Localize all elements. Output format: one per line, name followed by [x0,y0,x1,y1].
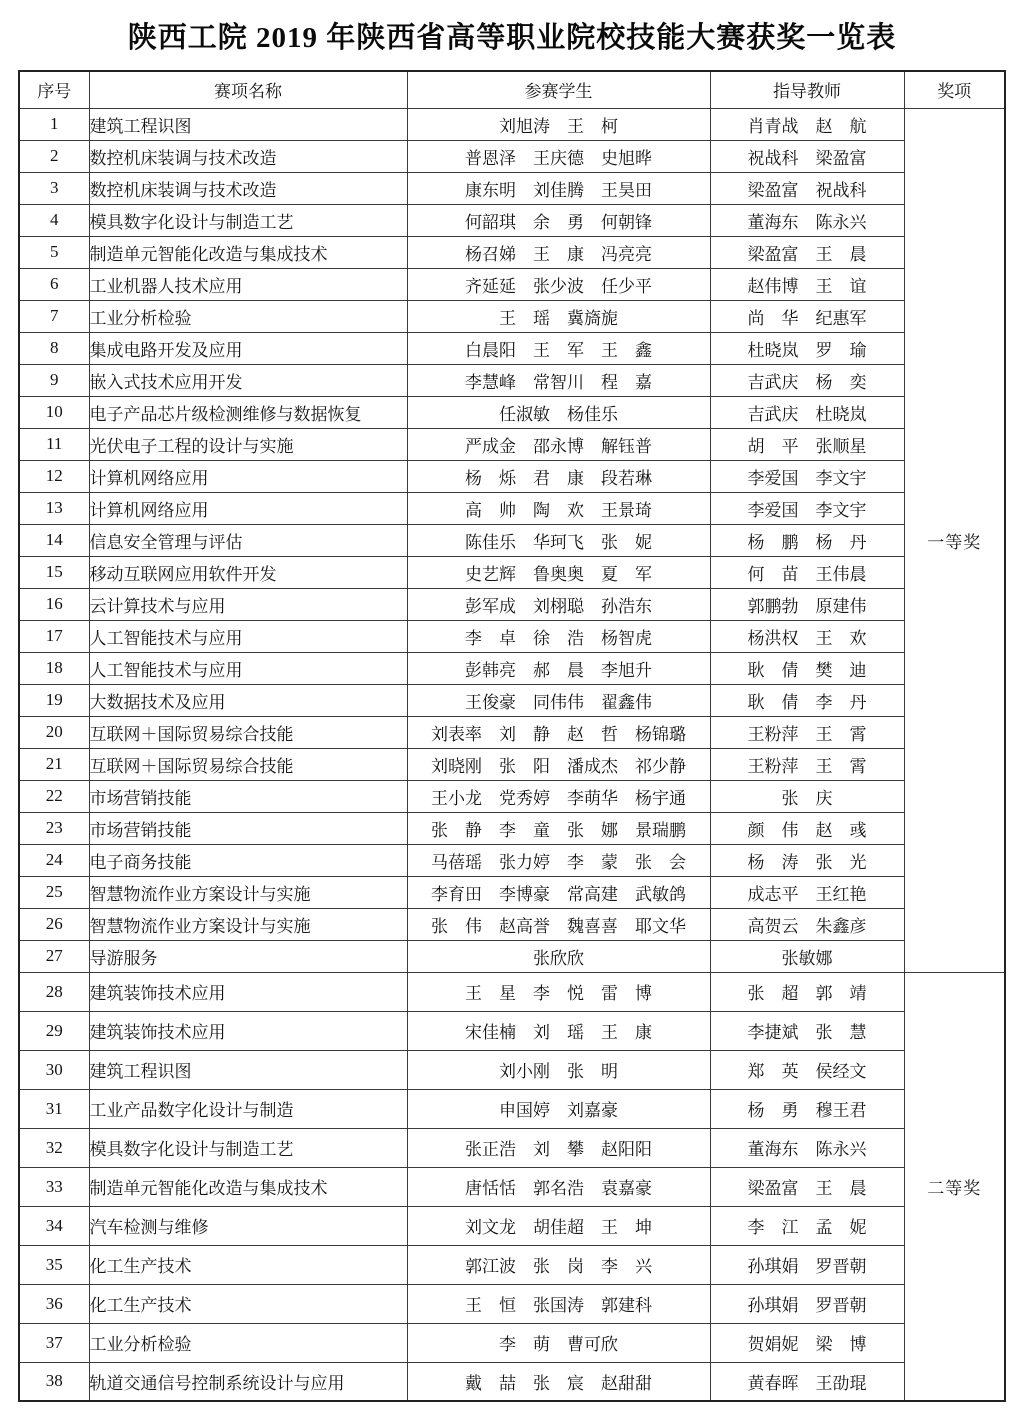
event-name-cell: 化工生产技术 [89,1245,407,1284]
students-cell: 张正浩 刘 攀 赵阳阳 [407,1128,710,1167]
row-number-cell: 32 [19,1128,89,1167]
row-number-cell: 36 [19,1284,89,1323]
table-row [19,1245,1005,1284]
row-number-cell: 8 [19,332,89,364]
students-cell: 申国婷 刘嘉豪 [407,1089,710,1128]
row-number-cell: 20 [19,716,89,748]
table-row [19,428,1005,460]
event-name-cell: 工业机器人技术应用 [89,268,407,300]
teachers-cell: 杨洪权 王 欢 [710,620,904,652]
event-name-cell: 计算机网络应用 [89,492,407,524]
students-cell: 刘旭涛 王 柯 [407,108,710,140]
students-cell: 张欣欣 [407,940,710,972]
row-number-cell: 6 [19,268,89,300]
event-name-cell: 制造单元智能化改造与集成技术 [89,1167,407,1206]
event-name-cell: 工业分析检验 [89,1323,407,1362]
header-row [19,71,1005,108]
students-cell: 王 瑶 冀旖旎 [407,300,710,332]
teachers-cell: 颜 伟 赵 彧 [710,812,904,844]
event-name-cell: 互联网＋国际贸易综合技能 [89,748,407,780]
teachers-cell: 尚 华 纪惠军 [710,300,904,332]
teachers-cell: 贺娟妮 梁 博 [710,1323,904,1362]
row-number-cell: 2 [19,140,89,172]
teachers-cell: 杨 涛 张 光 [710,844,904,876]
row-number-cell: 5 [19,236,89,268]
event-name-cell: 嵌入式技术应用开发 [89,364,407,396]
students-cell: 白晨阳 王 军 王 鑫 [407,332,710,364]
event-name-cell: 模具数字化设计与制造工艺 [89,204,407,236]
row-number-cell: 10 [19,396,89,428]
table-row [19,524,1005,556]
awards-table-body [19,108,1005,1401]
students-cell: 史艺辉 鲁奥奥 夏 军 [407,556,710,588]
row-number-cell: 1 [19,108,89,140]
students-cell: 王小龙 党秀婷 李萌华 杨宇通 [407,780,710,812]
row-number-cell: 16 [19,588,89,620]
teachers-cell: 杜晓岚 罗 瑜 [710,332,904,364]
event-name-cell: 汽车检测与维修 [89,1206,407,1245]
students-cell: 普恩泽 王庆德 史旭晔 [407,140,710,172]
teachers-cell: 成志平 王红艳 [710,876,904,908]
table-row [19,588,1005,620]
students-cell: 王 恒 张国涛 郭建科 [407,1284,710,1323]
row-number-cell: 18 [19,652,89,684]
event-name-cell: 信息安全管理与评估 [89,524,407,556]
teachers-cell: 孙琪娟 罗晋朝 [710,1245,904,1284]
event-name-cell: 电子产品芯片级检测维修与数据恢复 [89,396,407,428]
table-row [19,748,1005,780]
students-cell: 严成金 邵永博 解钰普 [407,428,710,460]
teachers-cell: 张 庆 [710,780,904,812]
teachers-cell: 王粉萍 王 霄 [710,748,904,780]
event-name-cell: 智慧物流作业方案设计与实施 [89,908,407,940]
event-name-cell: 大数据技术及应用 [89,684,407,716]
event-name-cell: 化工生产技术 [89,1284,407,1323]
event-name-cell: 导游服务 [89,940,407,972]
table-row [19,1050,1005,1089]
students-cell: 刘晓刚 张 阳 潘成杰 祁少静 [407,748,710,780]
table-row [19,140,1005,172]
row-number-cell: 25 [19,876,89,908]
students-cell: 康东明 刘佳腾 王昊田 [407,172,710,204]
row-number-cell: 19 [19,684,89,716]
students-cell: 马蓓瑶 张力婷 李 蒙 张 会 [407,844,710,876]
table-row [19,716,1005,748]
row-number-cell: 33 [19,1167,89,1206]
table-row [19,204,1005,236]
event-name-cell: 数控机床装调与技术改造 [89,172,407,204]
event-name-cell: 建筑装饰技术应用 [89,972,407,1011]
table-row [19,876,1005,908]
award-cell: 一等奖 [904,108,1005,972]
event-name-cell: 制造单元智能化改造与集成技术 [89,236,407,268]
event-name-cell: 工业产品数字化设计与制造 [89,1089,407,1128]
teachers-cell: 何 苗 王伟晨 [710,556,904,588]
row-number-cell: 30 [19,1050,89,1089]
row-number-cell: 31 [19,1089,89,1128]
teachers-cell: 李 江 孟 妮 [710,1206,904,1245]
event-name-cell: 集成电路开发及应用 [89,332,407,364]
teachers-cell: 孙琪娟 罗晋朝 [710,1284,904,1323]
students-cell: 彭军成 刘栩聪 孙浩东 [407,588,710,620]
table-row [19,1362,1005,1401]
teachers-cell: 李捷斌 张 慧 [710,1011,904,1050]
students-cell: 陈佳乐 华珂飞 张 妮 [407,524,710,556]
event-name-cell: 轨道交通信号控制系统设计与应用 [89,1362,407,1401]
event-name-cell: 计算机网络应用 [89,460,407,492]
students-cell: 刘小刚 张 明 [407,1050,710,1089]
event-name-cell: 市场营销技能 [89,812,407,844]
students-cell: 任淑敏 杨佳乐 [407,396,710,428]
teachers-cell: 杨 勇 穆王君 [710,1089,904,1128]
students-cell: 李慧峰 常智川 程 嘉 [407,364,710,396]
table-row [19,1206,1005,1245]
students-cell: 王俊豪 同伟伟 翟鑫伟 [407,684,710,716]
table-row [19,1089,1005,1128]
teachers-cell: 吉武庆 杜晓岚 [710,396,904,428]
event-name-cell: 建筑装饰技术应用 [89,1011,407,1050]
teachers-cell: 董海东 陈永兴 [710,204,904,236]
students-cell: 李育田 李博豪 常高建 武敏鸽 [407,876,710,908]
row-number-cell: 22 [19,780,89,812]
students-cell: 唐恬恬 郭名浩 袁嘉豪 [407,1167,710,1206]
teachers-cell: 高贺云 朱鑫彦 [710,908,904,940]
teachers-cell: 耿 倩 李 丹 [710,684,904,716]
event-name-cell: 云计算技术与应用 [89,588,407,620]
table-row [19,780,1005,812]
event-name-cell: 建筑工程识图 [89,1050,407,1089]
teachers-cell: 李爱国 李文宇 [710,492,904,524]
teachers-cell: 董海东 陈永兴 [710,1128,904,1167]
row-number-cell: 4 [19,204,89,236]
awards-table [18,70,1006,1402]
teachers-cell: 肖青战 赵 航 [710,108,904,140]
teachers-cell: 耿 倩 樊 迪 [710,652,904,684]
event-name-cell: 建筑工程识图 [89,108,407,140]
table-row [19,556,1005,588]
event-name-cell: 人工智能技术与应用 [89,652,407,684]
students-cell: 宋佳楠 刘 瑶 王 康 [407,1011,710,1050]
teachers-cell: 张 超 郭 靖 [710,972,904,1011]
row-number-cell: 21 [19,748,89,780]
table-row [19,1128,1005,1167]
row-number-cell: 37 [19,1323,89,1362]
table-row [19,268,1005,300]
teachers-cell: 赵伟博 王 谊 [710,268,904,300]
teachers-cell: 吉武庆 杨 奕 [710,364,904,396]
header-students: 参赛学生 [407,71,710,108]
table-row [19,108,1005,140]
table-row [19,940,1005,972]
event-name-cell: 市场营销技能 [89,780,407,812]
row-number-cell: 28 [19,972,89,1011]
teachers-cell: 李爱国 李文宇 [710,460,904,492]
teachers-cell: 祝战科 梁盈富 [710,140,904,172]
table-row [19,684,1005,716]
row-number-cell: 17 [19,620,89,652]
students-cell: 杨 烁 君 康 段若琳 [407,460,710,492]
event-name-cell: 移动互联网应用软件开发 [89,556,407,588]
students-cell: 张 静 李 童 张 娜 景瑞鹏 [407,812,710,844]
row-number-cell: 13 [19,492,89,524]
row-number-cell: 9 [19,364,89,396]
table-row [19,364,1005,396]
students-cell: 高 帅 陶 欢 王景琦 [407,492,710,524]
teachers-cell: 梁盈富 王 晨 [710,1167,904,1206]
table-row [19,1284,1005,1323]
page-title: 陕西工院 2019 年陕西省高等职业院校技能大赛获奖一览表 [127,22,897,54]
event-name-cell: 数控机床装调与技术改造 [89,140,407,172]
event-name-cell: 工业分析检验 [89,300,407,332]
header-award: 奖项 [904,71,1005,108]
event-name-cell: 模具数字化设计与制造工艺 [89,1128,407,1167]
row-number-cell: 38 [19,1362,89,1401]
teachers-cell: 王粉萍 王 霄 [710,716,904,748]
table-row [19,300,1005,332]
table-row [19,492,1005,524]
table-row [19,460,1005,492]
teachers-cell: 郑 英 侯经文 [710,1050,904,1089]
event-name-cell: 人工智能技术与应用 [89,620,407,652]
row-number-cell: 29 [19,1011,89,1050]
students-cell: 刘文龙 胡佳超 王 坤 [407,1206,710,1245]
teachers-cell: 梁盈富 祝战科 [710,172,904,204]
table-row [19,1323,1005,1362]
students-cell: 何韶琪 余 勇 何朝锋 [407,204,710,236]
table-header [19,71,1005,108]
row-number-cell: 34 [19,1206,89,1245]
table-row [19,1167,1005,1206]
teachers-cell: 张敏娜 [710,940,904,972]
students-cell: 李 卓 徐 浩 杨智虎 [407,620,710,652]
table-row [19,172,1005,204]
teachers-cell: 郭鹏勃 原建伟 [710,588,904,620]
row-number-cell: 24 [19,844,89,876]
row-number-cell: 35 [19,1245,89,1284]
row-number-cell: 7 [19,300,89,332]
event-name-cell: 互联网＋国际贸易综合技能 [89,716,407,748]
row-number-cell: 27 [19,940,89,972]
students-cell: 杨召娣 王 康 冯亮亮 [407,236,710,268]
header-number: 序号 [19,71,89,108]
event-name-cell: 光伏电子工程的设计与实施 [89,428,407,460]
students-cell: 郭江波 张 岗 李 兴 [407,1245,710,1284]
table-row [19,620,1005,652]
table-row [19,652,1005,684]
students-cell: 齐延延 张少波 任少平 [407,268,710,300]
row-number-cell: 23 [19,812,89,844]
table-row [19,908,1005,940]
teachers-cell: 黄春晖 王劭琨 [710,1362,904,1401]
teachers-cell: 梁盈富 王 晨 [710,236,904,268]
table-row [19,396,1005,428]
table-row [19,236,1005,268]
students-cell: 戴 喆 张 宸 赵甜甜 [407,1362,710,1401]
row-number-cell: 15 [19,556,89,588]
event-name-cell: 电子商务技能 [89,844,407,876]
award-cell: 二等奖 [904,972,1005,1401]
table-row [19,844,1005,876]
students-cell: 张 伟 赵高誉 魏喜喜 耶文华 [407,908,710,940]
students-cell: 李 萌 曹可欣 [407,1323,710,1362]
row-number-cell: 11 [19,428,89,460]
row-number-cell: 14 [19,524,89,556]
row-number-cell: 3 [19,172,89,204]
students-cell: 彭韩亮 郝 晨 李旭升 [407,652,710,684]
event-name-cell: 智慧物流作业方案设计与实施 [89,876,407,908]
row-number-cell: 26 [19,908,89,940]
students-cell: 王 星 李 悦 雷 博 [407,972,710,1011]
teachers-cell: 杨 鹏 杨 丹 [710,524,904,556]
table-row [19,1011,1005,1050]
students-cell: 刘表率 刘 静 赵 哲 杨锦璐 [407,716,710,748]
table-row [19,972,1005,1011]
header-event: 赛项名称 [89,71,407,108]
teachers-cell: 胡 平 张顺星 [710,428,904,460]
table-row [19,332,1005,364]
header-teachers: 指导教师 [710,71,904,108]
table-row [19,812,1005,844]
row-number-cell: 12 [19,460,89,492]
